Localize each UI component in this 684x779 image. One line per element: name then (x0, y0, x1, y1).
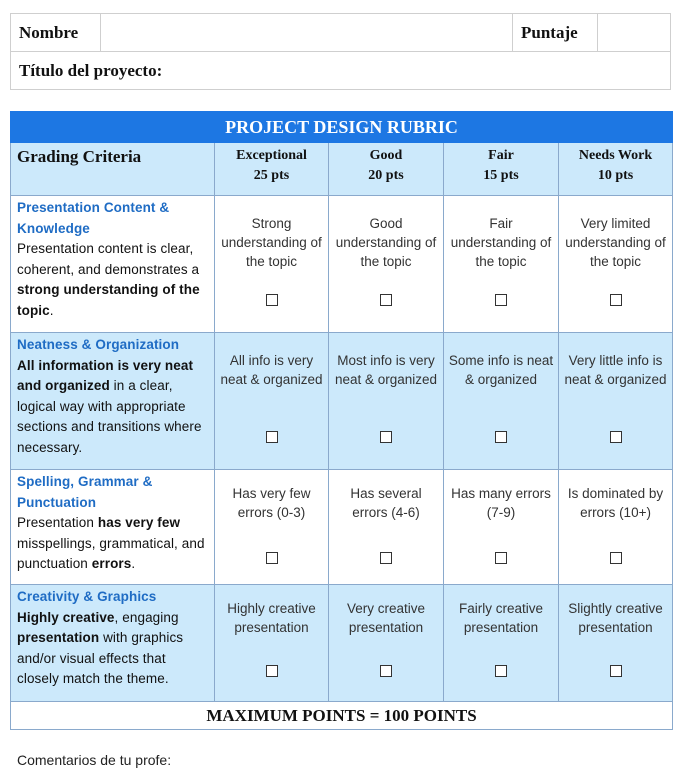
project-title-label: Título del proyecto: (19, 60, 163, 80)
level-points: 20 pts (368, 168, 404, 183)
level-description: Good understanding of the topic (335, 216, 437, 269)
level-description: Has several errors (4-6) (350, 486, 422, 520)
score-checkbox[interactable] (380, 665, 392, 677)
name-label: Nombre (11, 14, 101, 52)
description-fragment: in a clear, logical way with appropriate sections and transitions where necessary. (17, 378, 202, 455)
name-field[interactable] (101, 14, 513, 52)
level-description: Fair understanding of the topic (450, 216, 552, 269)
level-description: Very creative presentation (346, 601, 426, 635)
description-fragment: . (131, 556, 136, 572)
description-fragment: . (49, 302, 54, 318)
level-description: Strong understanding of the topic (221, 216, 322, 269)
criteria-description (17, 608, 210, 690)
level-cell (444, 585, 559, 702)
level-cell (215, 585, 329, 702)
description-fragment: strong understanding of the topic (17, 282, 200, 318)
description-fragment: errors (91, 556, 132, 572)
criteria-row (11, 333, 673, 470)
level-cell (444, 333, 559, 470)
criteria-cell (11, 470, 215, 585)
level-description: Is dominated by errors (10+) (567, 486, 664, 520)
description-fragment: All information is very neat and organized (17, 357, 194, 394)
level-header-exceptional (215, 143, 329, 196)
score-checkbox[interactable] (610, 665, 622, 677)
level-description: Most info is very neat & organized (334, 353, 438, 387)
level-cell (444, 470, 559, 585)
level-description: Has very few errors (0-3) (232, 486, 311, 520)
score-checkbox[interactable] (380, 552, 392, 564)
student-info-table (10, 13, 671, 90)
description-fragment: Highly creative (17, 609, 115, 625)
criteria-title: Presentation Content & Knowledge (17, 200, 170, 236)
criteria-description (17, 356, 210, 459)
score-field[interactable] (598, 14, 671, 52)
teacher-comments-label: Comentarios de tu profe: (17, 752, 172, 768)
score-checkbox[interactable] (380, 431, 392, 443)
level-cell (329, 470, 444, 585)
level-header-good (329, 143, 444, 196)
description-fragment: misspellings, grammatical, and punctuation (17, 535, 205, 572)
criteria-row (11, 196, 673, 333)
level-cell (444, 196, 559, 333)
level-points: 25 pts (253, 168, 290, 183)
criteria-cell (11, 585, 215, 702)
score-checkbox[interactable] (380, 294, 392, 306)
level-cell (215, 333, 329, 470)
score-checkbox[interactable] (610, 431, 622, 443)
score-checkbox[interactable] (266, 294, 278, 306)
level-cell (559, 470, 673, 585)
level-description: Has many errors (7-9) (451, 486, 551, 520)
level-description: Very little info is neat & organized (564, 353, 667, 387)
level-description: All info is very neat & organized (220, 353, 323, 387)
level-description: Highly creative presentation (227, 601, 316, 635)
criteria-title: Neatness & Organization (17, 337, 180, 352)
level-cell (329, 585, 444, 702)
score-checkbox[interactable] (495, 431, 507, 443)
project-title-field[interactable] (11, 52, 671, 90)
score-checkbox[interactable] (610, 552, 622, 564)
score-checkbox[interactable] (610, 294, 622, 306)
level-cell (329, 196, 444, 333)
level-cell (329, 333, 444, 470)
level-name: Needs Work (578, 148, 653, 163)
level-header-fair (444, 143, 559, 196)
score-checkbox[interactable] (495, 665, 507, 677)
level-name: Good (369, 148, 403, 163)
score-label: Puntaje (513, 14, 598, 52)
level-cell (559, 196, 673, 333)
level-cell (559, 333, 673, 470)
description-fragment: Presentation (17, 515, 98, 531)
level-points: 15 pts (483, 168, 519, 183)
score-checkbox[interactable] (266, 552, 278, 564)
description-fragment: Presentation content is clear, coherent, and demonstrates a (17, 241, 200, 277)
level-points: 10 pts (597, 168, 634, 183)
description-fragment: , engaging (114, 609, 179, 625)
criteria-row (11, 585, 673, 702)
criteria-cell (11, 333, 215, 470)
description-fragment: has very few (97, 515, 181, 531)
level-description: Some info is neat & organized (448, 353, 554, 387)
criteria-row (11, 470, 673, 585)
criteria-description (17, 239, 210, 321)
level-cell (215, 196, 329, 333)
criteria-description (17, 513, 210, 575)
grading-criteria-header: Grading Criteria (11, 143, 215, 196)
level-description: Fairly creative presentation (458, 601, 544, 635)
score-checkbox[interactable] (266, 665, 278, 677)
description-fragment: presentation (17, 630, 100, 646)
score-checkbox[interactable] (495, 552, 507, 564)
score-checkbox[interactable] (495, 294, 507, 306)
criteria-title: Spelling, Grammar & Punctuation (17, 474, 153, 510)
level-header-needs-work (559, 143, 673, 196)
level-description: Slightly creative presentation (568, 601, 663, 635)
level-description: Very limited understanding of the topic (565, 216, 666, 269)
criteria-cell (11, 196, 215, 333)
description-fragment: with graphics and/or visual effects that closely match the theme. (17, 630, 184, 687)
rubric-title: PROJECT DESIGN RUBRIC (11, 112, 673, 143)
level-cell (215, 470, 329, 585)
score-checkbox[interactable] (266, 431, 278, 443)
level-name: Exceptional (236, 148, 307, 163)
max-points-footer: MAXIMUM POINTS = 100 POINTS (11, 702, 673, 730)
level-cell (559, 585, 673, 702)
level-name: Fair (488, 148, 514, 163)
criteria-title: Creativity & Graphics (17, 589, 157, 604)
rubric-table (10, 111, 673, 730)
